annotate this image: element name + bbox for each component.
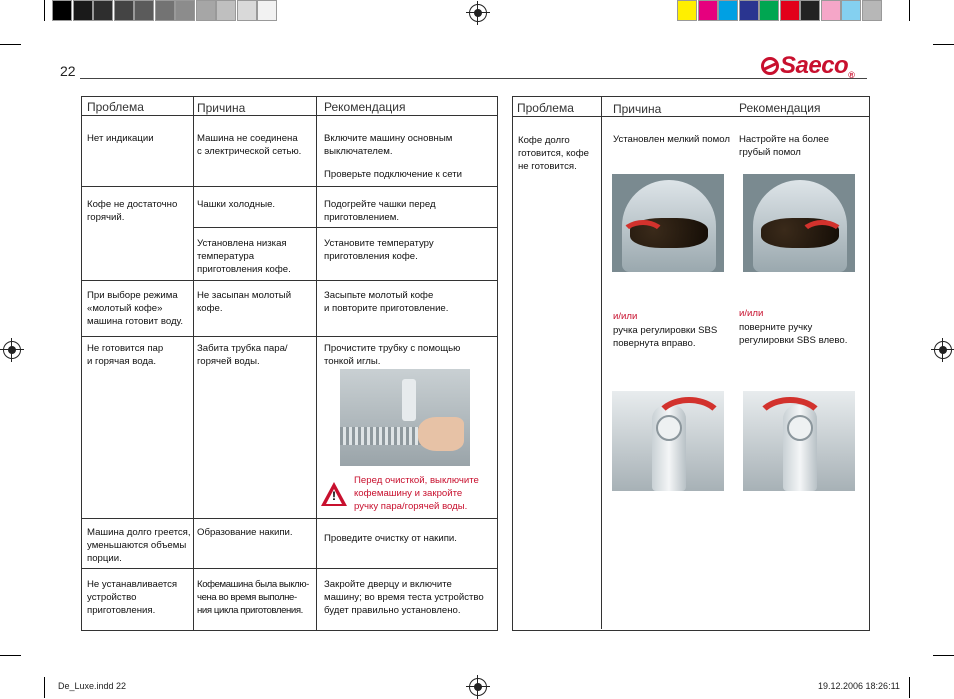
cell-cause: Установлена низкая температура приготовления кофе. bbox=[197, 238, 291, 275]
cell-recommendation: Засыпьте молотый кофе и повторите приготовление. bbox=[324, 290, 449, 314]
gray-swatch bbox=[73, 0, 93, 21]
gray-swatch bbox=[216, 0, 236, 21]
saeco-swirl-icon bbox=[761, 57, 779, 75]
cell-cause: Образование накипи. bbox=[197, 527, 293, 538]
saeco-logo: Saeco® bbox=[761, 52, 854, 80]
steam-wand-cleaning-illustration bbox=[340, 369, 470, 466]
gray-swatch bbox=[114, 0, 134, 21]
registration-mark-icon bbox=[469, 4, 487, 22]
cell-recommendation: Установите температуру приготовления кофе. bbox=[324, 238, 434, 262]
cell-recommendation: Включите машину основным выключателем. bbox=[324, 133, 453, 157]
cell-problem: Не готовится пар и горячая вода. bbox=[87, 343, 164, 367]
registration-mark-icon bbox=[3, 341, 21, 359]
gray-swatch bbox=[175, 0, 195, 21]
cell-cause: Машина не соединена с электрической сетью. bbox=[197, 133, 302, 157]
gray-swatch bbox=[52, 0, 72, 21]
cell-cause: Не засыпан молотый кофе. bbox=[197, 290, 292, 314]
gray-swatch bbox=[237, 0, 257, 21]
header-recommendation: Рекомендация bbox=[324, 100, 406, 114]
header-cause: Причина bbox=[197, 101, 246, 115]
cell-cause: Установлен мелкий помол bbox=[613, 134, 730, 145]
cell-cause: Чашки холодные. bbox=[197, 199, 276, 210]
registration-mark-icon bbox=[934, 341, 952, 359]
header-recommendation: Рекомендация bbox=[739, 101, 821, 115]
color-swatch bbox=[780, 0, 800, 21]
color-swatch bbox=[862, 0, 882, 21]
color-swatch bbox=[841, 0, 861, 21]
sbs-knob-right-illustration bbox=[612, 391, 724, 491]
footer-date: 19.12.2006 18:26:11 bbox=[818, 681, 900, 691]
header-problem: Проблема bbox=[87, 100, 144, 114]
footer-file: De_Luxe.indd 22 bbox=[58, 681, 127, 691]
grinder-fine-illustration bbox=[612, 174, 724, 272]
cell-cause: ручка регулировки SBS повернута вправо. bbox=[613, 325, 718, 349]
registration-mark-icon bbox=[469, 678, 487, 696]
color-swatch bbox=[739, 0, 759, 21]
cell-cause: Забита трубка пара/ горячей воды. bbox=[197, 343, 288, 367]
header-rule bbox=[80, 78, 867, 79]
cell-recommendation: Проверьте подключение к сети bbox=[324, 169, 462, 180]
cell-recommendation: Прочистите трубку с помощью тонкой иглы. bbox=[324, 343, 461, 367]
cell-problem: Кофе долго готовится, кофе не готовится. bbox=[518, 135, 589, 172]
cell-recommendation: Проведите очистку от накипи. bbox=[324, 533, 457, 544]
header-problem: Проблема bbox=[517, 101, 574, 115]
color-swatch bbox=[677, 0, 697, 21]
gray-swatch bbox=[155, 0, 175, 21]
cell-problem: Кофе не достаточно горячий. bbox=[87, 199, 178, 223]
color-swatch bbox=[759, 0, 779, 21]
header-cause: Причина bbox=[613, 102, 662, 116]
cell-problem: При выборе режима «молотый кофе» машина готовит воду. bbox=[87, 290, 184, 327]
cell-problem: Нет индикации bbox=[87, 133, 154, 144]
or-label: и/или bbox=[739, 308, 764, 319]
grinder-coarse-illustration bbox=[743, 174, 855, 272]
sbs-knob-left-illustration bbox=[743, 391, 855, 491]
page-number: 22 bbox=[60, 63, 76, 79]
color-swatch bbox=[698, 0, 718, 21]
cell-recommendation: Настройте на более грубый помол bbox=[739, 134, 829, 158]
warning-text: Перед очисткой, выключите кофемашину и закройте ручку пара/горячей воды. bbox=[354, 475, 479, 512]
color-swatch bbox=[821, 0, 841, 21]
cell-recommendation: Закройте дверцу и включите машину; во время теста устройство будет правильно установлено. bbox=[324, 579, 484, 616]
cell-problem: Не устанавливается устройство приготовления. bbox=[87, 579, 178, 616]
color-swatch bbox=[800, 0, 820, 21]
gray-swatch bbox=[134, 0, 154, 21]
color-swatch bbox=[718, 0, 738, 21]
cell-cause: Кофемашина была выклю- чена во время выполне- ния цикла приготовления. bbox=[197, 579, 309, 616]
cell-recommendation: Подогрейте чашки перед приготовлением. bbox=[324, 199, 436, 223]
gray-swatch bbox=[257, 0, 277, 21]
gray-swatch bbox=[196, 0, 216, 21]
cell-problem: Машина долго греется, уменьшаются объемы порции. bbox=[87, 527, 191, 564]
gray-swatch bbox=[93, 0, 113, 21]
cell-recommendation: поверните ручку регулировки SBS влево. bbox=[739, 322, 848, 346]
or-label: и/или bbox=[613, 311, 638, 322]
